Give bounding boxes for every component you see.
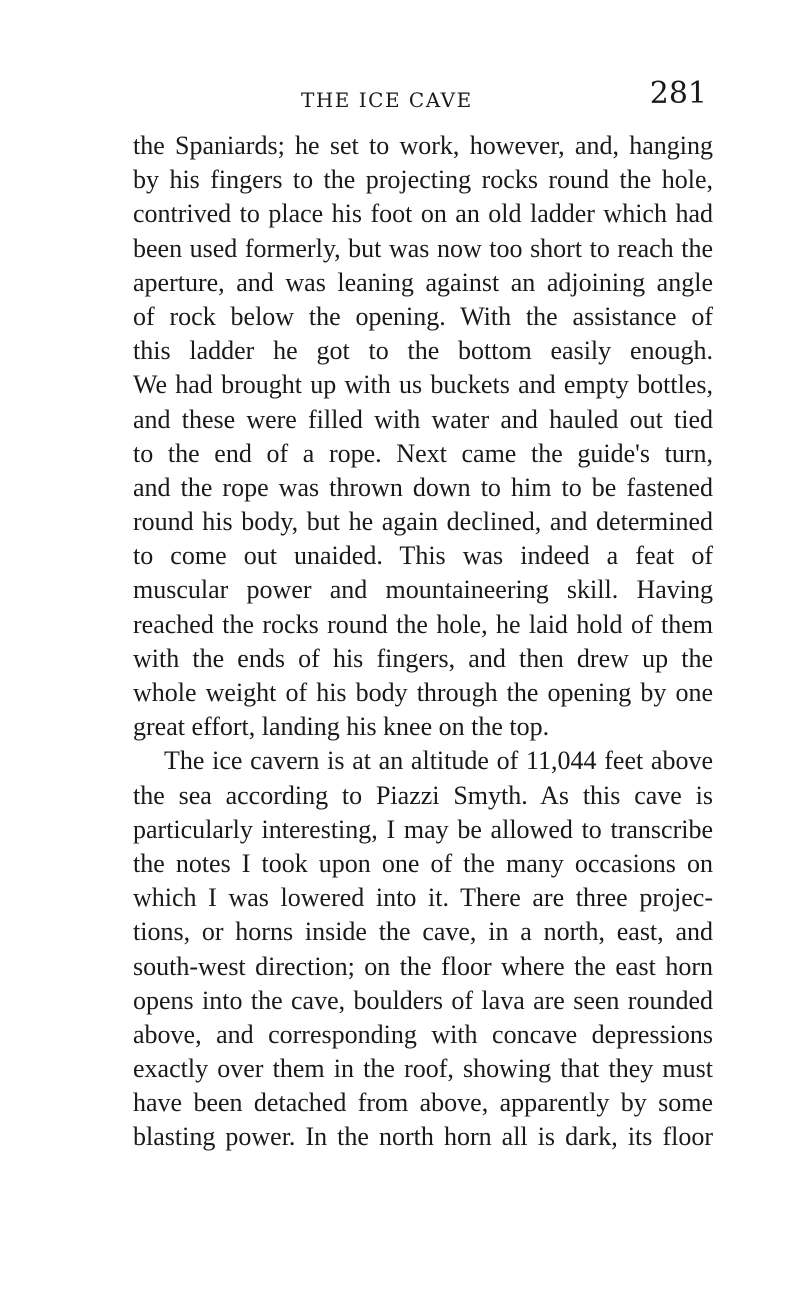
- text-line: muscular power and mountaineering skill. Having: [133, 575, 713, 605]
- text-line: above, and corresponding with concave depressions: [133, 1019, 713, 1049]
- text-line: by his fingers to the projecting rocks round the hole,: [133, 165, 713, 195]
- text-line: round his body, but he again declined, and determined: [133, 507, 713, 537]
- text-line: been used formerly, but was now too short to reach the: [133, 233, 713, 263]
- text-line: blasting power. In the north horn all is dark, its floor: [133, 1122, 713, 1152]
- text-line: exactly over them in the roof, showing that they must: [133, 1054, 713, 1084]
- text-line: opens into the cave, boulders of lava are seen rounded: [133, 985, 713, 1015]
- paragraph-start-line: The ice cavern is at an altitude of 11,044 feet above: [164, 746, 713, 776]
- text-line: whole weight of his body through the opening by one: [133, 678, 713, 707]
- text-line: the sea according to Piazzi Smyth. As this cave is: [133, 780, 713, 810]
- text-line: tions, or horns inside the cave, in a north, east, and: [133, 917, 713, 947]
- running-title: THE ICE CAVE: [301, 88, 473, 112]
- text-line: reached the rocks round the hole, he laid hold of them: [133, 609, 713, 639]
- text-line: with the ends of his fingers, and then drew up the: [133, 643, 713, 673]
- text-line: and these were filled with water and hauled out tied: [133, 404, 713, 434]
- text-line: contrived to place his foot on an old ladder which had: [133, 199, 713, 229]
- text-line: to come out unaided. This was indeed a feat of: [133, 541, 713, 571]
- text-line: south-west direction; on the floor where the east horn: [133, 951, 713, 981]
- text-line: aperture, and was leaning against an adjoining angle: [133, 267, 713, 297]
- page-number: 281: [649, 76, 707, 111]
- body-text: [133, 129, 713, 1155]
- text-line: which I was lowered into it. There are three projec-: [133, 883, 713, 913]
- text-line: the notes I took upon one of the many occasions on: [133, 848, 713, 878]
- text-line: and the rope was thrown down to him to be fastened: [133, 472, 713, 502]
- text-line: of rock below the opening. With the assistance of: [133, 301, 713, 331]
- text-line: have been detached from above, apparently by some: [133, 1088, 713, 1118]
- text-line: We had brought up with us buckets and empty bottles,: [133, 370, 713, 400]
- text-line: particularly interesting, I may be allowed to transcribe: [133, 814, 713, 844]
- text-line: this ladder he got to the bottom easily enough.: [133, 336, 713, 366]
- running-head: [134, 76, 707, 116]
- text-line: the Spaniards; he set to work, however, and, hanging: [133, 131, 713, 160]
- paragraph-end-line: great effort, landing his knee on the top.: [133, 712, 550, 742]
- text-line: to the end of a rope. Next came the guide's turn,: [133, 438, 713, 468]
